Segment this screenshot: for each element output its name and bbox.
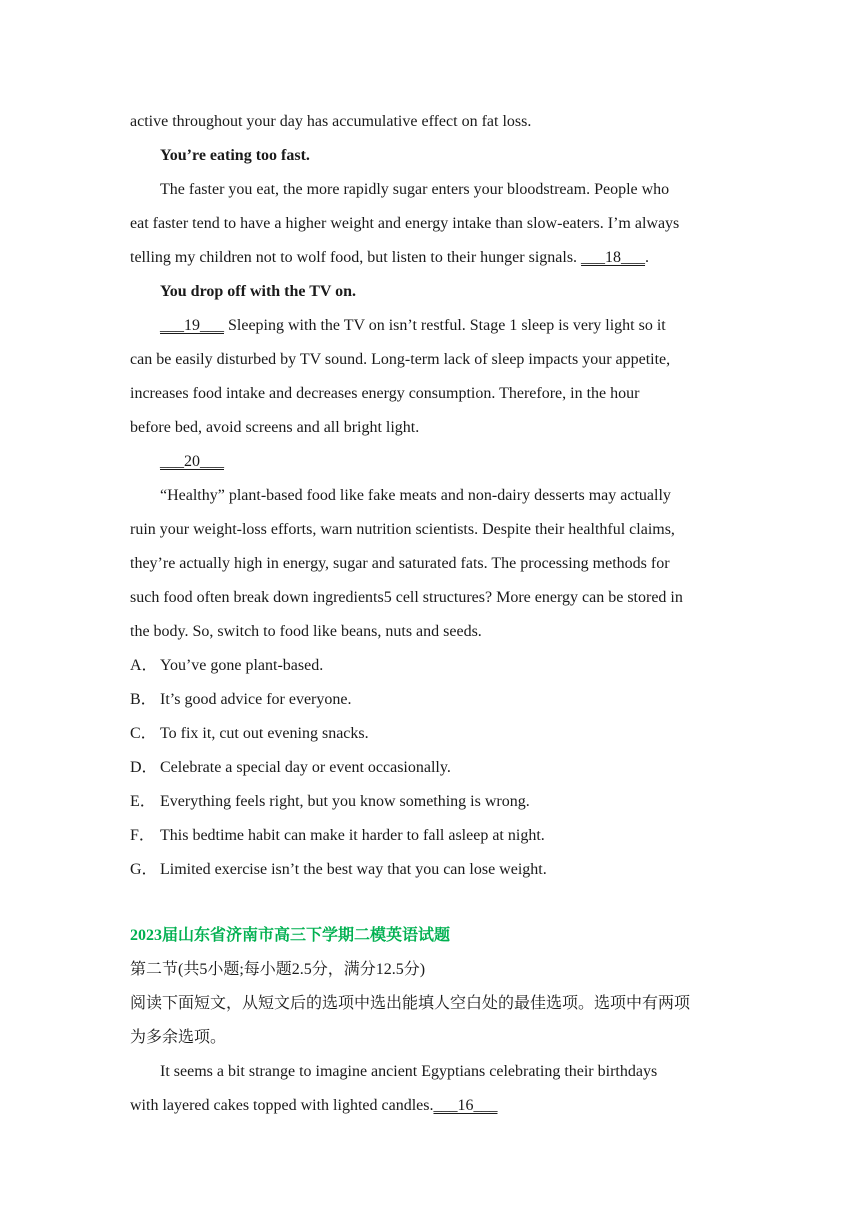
option-letter: E． — [130, 793, 156, 810]
text-line — [160, 452, 770, 472]
option-a — [130, 656, 740, 676]
text-line: they’re actually high in energy, sugar and saturated fats. The processing methods for — [130, 555, 670, 572]
option-text: Limited exercise isn’t the best way that you can lose weight. — [160, 861, 547, 878]
option-b — [130, 690, 740, 710]
text-line: such food often break down ingredients5 cell structures? More energy can be stored in — [130, 589, 683, 606]
option-text: It’s good advice for everyone. — [160, 691, 352, 708]
option-text: To fix it, cut out evening snacks. — [160, 725, 369, 742]
text-line: It seems a bit strange to imagine ancient Egyptians celebrating their birthdays — [160, 1063, 658, 1080]
blank-20: ___20___ — [160, 453, 224, 470]
option-letter: D． — [130, 759, 158, 776]
option-text: Everything feels right, but you know something is wrong. — [160, 793, 530, 810]
option-letter: G． — [130, 861, 158, 878]
option-text: You’ve gone plant-based. — [160, 657, 324, 674]
text-line: increases food intake and decreases energy consumption. Therefore, in the hour — [130, 385, 640, 402]
text-line: eat faster tend to have a higher weight and energy intake than slow-eaters. I’m always — [130, 215, 680, 232]
blank-18: ___18___ — [581, 249, 646, 266]
text-span: telling my children not to wolf food, but listen to their hunger signals. — [130, 249, 582, 266]
subheading: You drop off with the TV on. — [160, 283, 357, 300]
text-line: the body. So, switch to food like beans, nuts and seeds. — [130, 623, 482, 640]
section-title: 2023届山东省济南市高三下学期二模英语试题 — [130, 927, 451, 944]
blank-19: ___19___ — [160, 317, 224, 334]
option-letter: C． — [130, 725, 157, 742]
text-line — [160, 316, 770, 336]
option-g — [130, 860, 740, 880]
text-line: ruin your weight-loss efforts, warn nutrition scientists. Despite their healthful claims, — [130, 521, 675, 538]
text-line: active throughout your day has accumulative effect on fat loss. — [130, 113, 532, 130]
option-text: Celebrate a special day or event occasionally. — [160, 759, 451, 776]
instructions-line: 为多余选项。 — [130, 1029, 227, 1046]
option-text: This bedtime habit can make it harder to fall asleep at night. — [160, 827, 545, 844]
subheading: You’re eating too fast. — [160, 147, 310, 164]
option-letter: A． — [130, 657, 158, 674]
option-letter: B． — [130, 691, 157, 708]
blank-16: ___16___ — [433, 1097, 498, 1114]
option-c — [130, 724, 740, 744]
text-span: with layered cakes topped with lighted candles. — [130, 1097, 434, 1114]
option-e — [130, 792, 740, 812]
instructions-line: 阅读下面短文，从短文后的选项中选出能填人空白处的最佳选项。选项中有两项 — [130, 995, 691, 1012]
text-line: before bed, avoid screens and all bright light. — [130, 419, 420, 436]
option-d — [130, 758, 740, 778]
text-line: can be easily disturbed by TV sound. Long-term lack of sleep impacts your appetite, — [130, 351, 671, 368]
text-line: “Healthy” plant-based food like fake meats and non-dairy desserts may actually — [160, 487, 671, 504]
option-letter: F． — [130, 827, 155, 844]
text-span: Sleeping with the TV on isn’t restful. Stage 1 sleep is very light so it — [224, 317, 666, 334]
text-line — [130, 248, 740, 268]
text-line: The faster you eat, the more rapidly sugar enters your bloodstream. People who — [160, 181, 670, 198]
section-info: 第二节(共5小题;每小题2.5分，满分12.5分) — [130, 961, 426, 978]
text-span: . — [645, 249, 650, 266]
option-f — [130, 826, 740, 846]
text-line — [130, 1096, 740, 1116]
